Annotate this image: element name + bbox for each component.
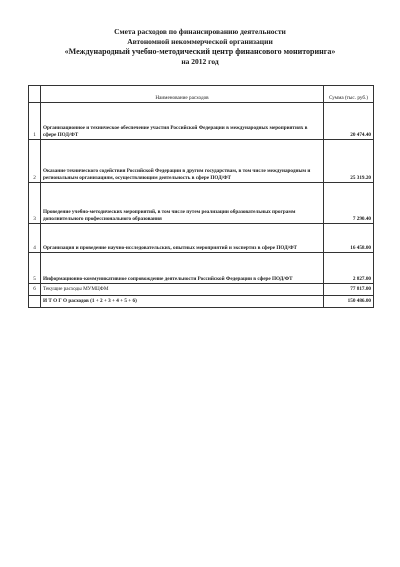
total-row-number [29,296,41,308]
table-row [29,183,374,224]
table-row [29,140,374,183]
total-row-name: И Т О Г О расходов (1 + 2 + 3 + 4 + 5 + 6) [41,296,324,308]
row-number: 2 [29,140,41,183]
row-number: 5 [29,253,41,284]
row-sum: 2 827.00 [324,253,374,284]
row-name: Организационное и техническое обеспечение участия Российской Федерации в международных мероприятиях в сфере ПОД/ФТ [41,103,324,140]
header-cell-sum: Сумма (тыс. руб.) [324,86,374,103]
table-row [29,284,374,296]
row-sum: 77 817.00 [324,284,374,296]
row-name: Информационно-коммуникативное сопровождение деятельности Российской Федерации в сфере ПОД/ФТ [41,253,324,284]
row-name: Текущие расходы МУМЦФМ [41,284,324,296]
row-number: 6 [29,284,41,296]
row-name: Оказание технического содействия Российской Федерации в другим государствам, в том числе международным и региональным организациям, осуществляющим деятельность в сфере ПОД/ФТ [41,140,324,183]
row-sum: 16 458.00 [324,224,374,253]
total-row-sum: 150 486.00 [324,296,374,308]
table-header-row [29,86,374,103]
budget-table [28,85,374,308]
row-number: 3 [29,183,41,224]
header-line-1: Смета расходов по финансированию деятельности [114,27,286,36]
table-row [29,253,374,284]
header-cell-number [29,86,41,103]
row-sum: 7 290.40 [324,183,374,224]
row-sum: 20 474.40 [324,103,374,140]
table-row [29,224,374,253]
header-line-3: «Международный учебно-методический центр финансового мониторинга» [64,47,336,56]
row-sum: 25 319.20 [324,140,374,183]
header-line-4: на 2012 год [181,57,219,66]
row-name: Организация и проведение научно-исследовательских, опытных мероприятий и экспертиз в сфере ПОД/ФТ [41,224,324,253]
table-row [29,103,374,140]
document-header [40,27,360,67]
header-line-2: Автономной некоммерческой организации [127,37,273,46]
table-total-row [29,296,374,308]
row-number: 1 [29,103,41,140]
row-name: Проведение учебно-методических мероприятий, в том числе путем реализации образовательных программ дополнительного профессионального образования [41,183,324,224]
header-cell-name: Наименование расходов [41,86,324,103]
row-number: 4 [29,224,41,253]
